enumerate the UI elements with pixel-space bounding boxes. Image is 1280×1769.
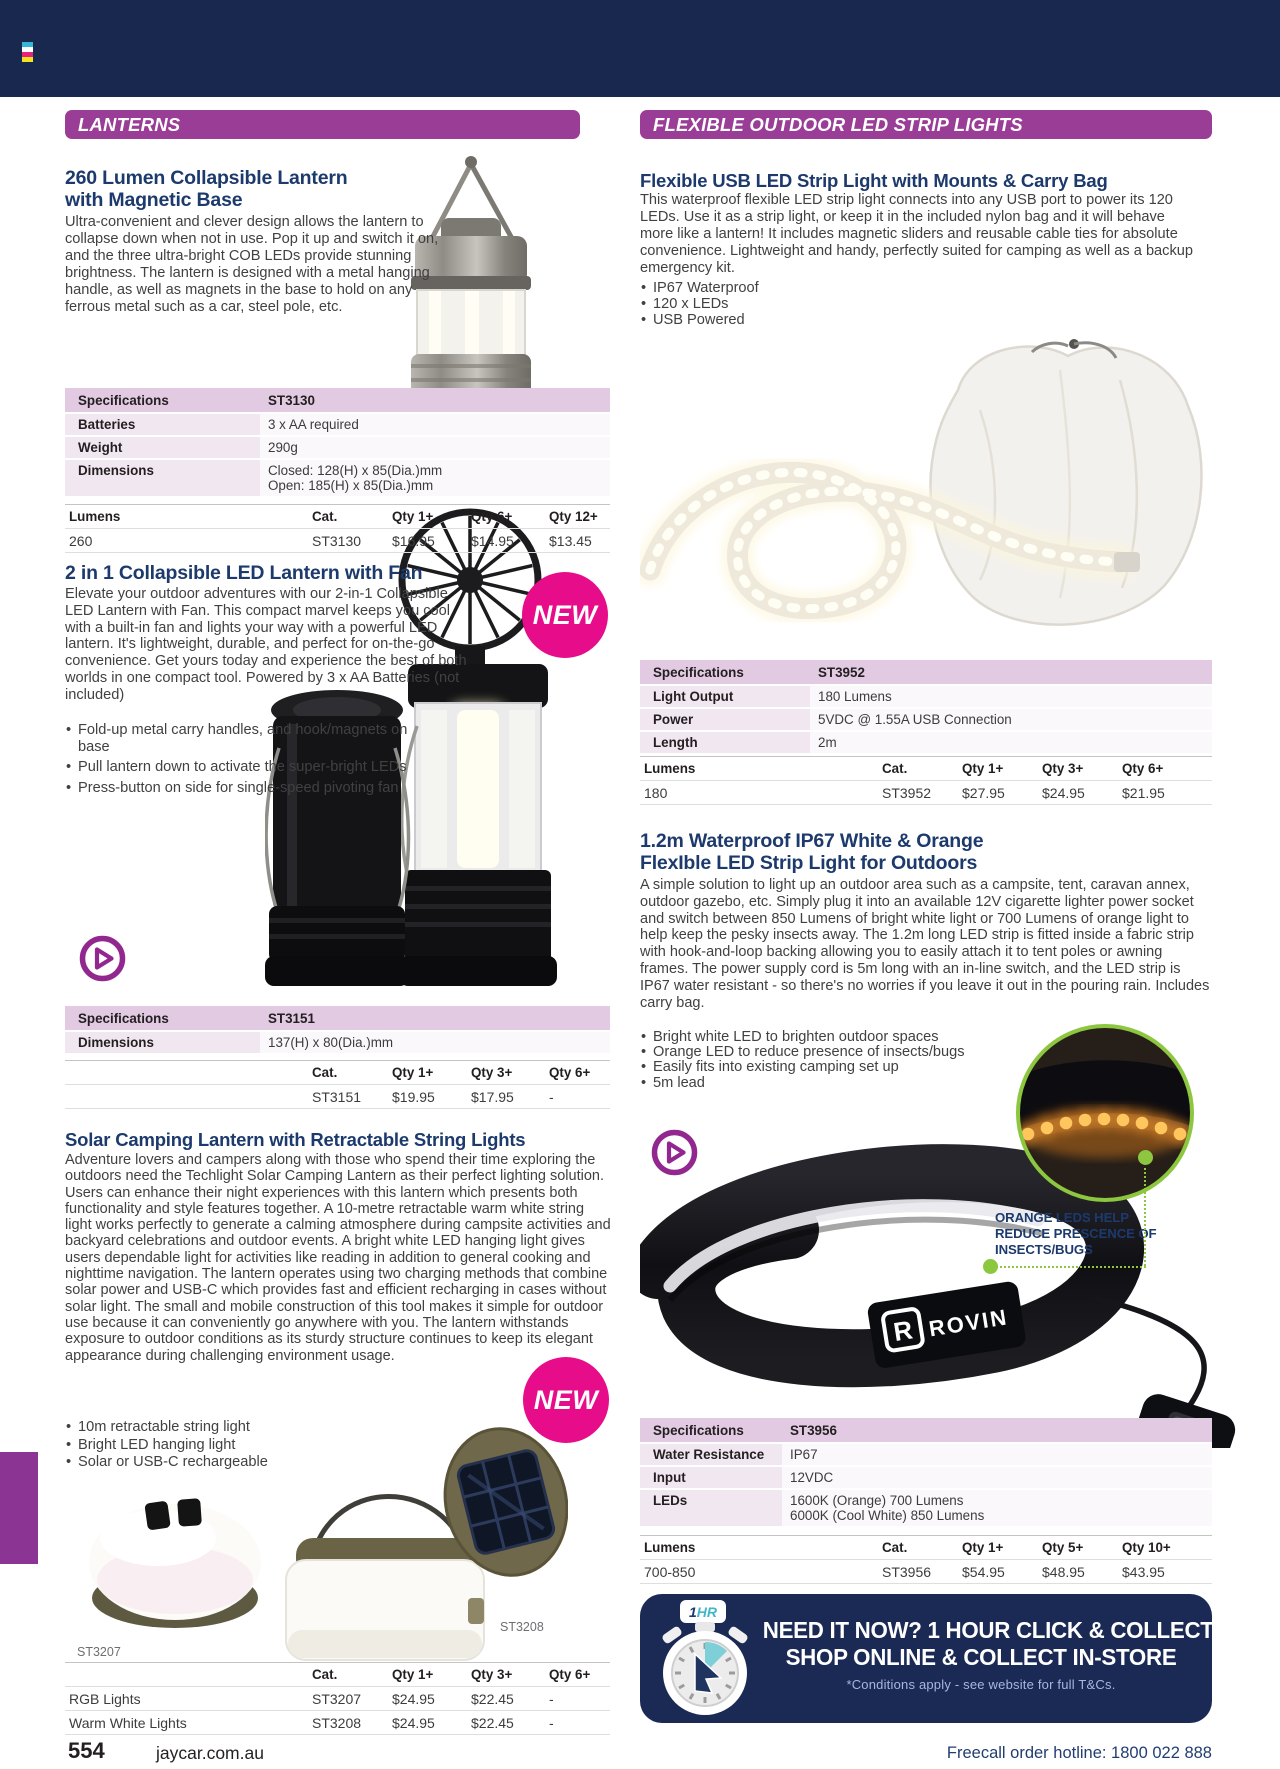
page-edge-section-tab <box>0 1452 38 1564</box>
play-video-icon[interactable] <box>78 934 127 983</box>
product-title-line1: 1.2m Waterproof IP67 White & Orange <box>640 830 984 852</box>
bullet-item <box>640 313 1040 329</box>
product-description-st3956: A simple solution to light up an outdoor area such as a campsite, tent, caravan annex, outdoor gazebo, etc. Simply plug it into an available 12V cigarette lighter power socket and switch between 850 Lumens of bright white light or 700 Lumens of orange light to help keep the pesky insects away. The 1.2m long LED strip is fitted inside a fabric strip with hook-and-loop backing allowing you to easily attach it to tent poles or awning frames. The power supply cord is 5m long with an in-line switch, and the LED strip is IP67 water resistant - so there's no worries if you leave it out in the pouring rain. Includes carry bag. <box>640 877 1210 1011</box>
price-row <box>65 1085 610 1109</box>
price-cell <box>65 1085 308 1109</box>
price-col-header <box>65 1061 308 1085</box>
spec-header-label: Specifications <box>65 1006 260 1031</box>
spec-table-st3956 <box>640 1418 1212 1528</box>
bullet-item <box>65 1437 415 1455</box>
product-title-st3952: Flexible USB LED Strip Light with Mounts & Carry Bag <box>640 170 1108 191</box>
spec-label: Water Resistance <box>640 1443 782 1466</box>
bullet-text: Solar or USB-C rechargeable <box>78 1454 268 1471</box>
spec-label: Power <box>640 708 810 731</box>
price-col-header: Cat. <box>878 1536 958 1560</box>
bullet-item <box>640 1060 975 1075</box>
usb-strip-and-bag-photo <box>640 330 1215 650</box>
spec-value <box>260 459 610 497</box>
price-col-header: Qty 1+ <box>388 505 467 529</box>
price-col-header: Lumens <box>640 757 878 781</box>
photo-label-st3207: ST3207 <box>77 1645 121 1659</box>
price-cell: $21.95 <box>1118 781 1212 805</box>
price-col-header: Qty 12+ <box>545 505 610 529</box>
price-col-header <box>65 1663 308 1687</box>
price-cell: $43.95 <box>1118 1560 1212 1584</box>
bullet-item <box>65 1454 415 1472</box>
price-cell: $19.95 <box>388 1085 467 1109</box>
price-row <box>65 1711 610 1735</box>
price-cell: ST3956 <box>878 1560 958 1584</box>
price-cell: Warm White Lights <box>65 1711 308 1735</box>
bullet-item <box>65 722 417 755</box>
price-col-header: Cat. <box>308 505 388 529</box>
spec-value: 137(H) x 80(Dia.)mm <box>260 1031 610 1054</box>
price-cell: RGB Lights <box>65 1687 308 1711</box>
spec-label: Weight <box>65 436 260 459</box>
spec-value: IP67 <box>782 1443 1212 1466</box>
price-table-st3952 <box>640 756 1212 805</box>
bullet-list-st3952 <box>640 281 1040 328</box>
price-cell: $22.45 <box>467 1711 545 1735</box>
new-badge: NEW <box>523 1357 609 1443</box>
product-title-st3130 <box>65 168 347 211</box>
callout-connector-horizontal <box>992 1266 1146 1268</box>
price-cell: - <box>545 1085 610 1109</box>
bullet-text: Press-button on side for single-speed pivoting fan <box>78 779 399 796</box>
price-cell: - <box>545 1687 610 1711</box>
bullet-text: Bright LED hanging light <box>78 1436 236 1453</box>
price-col-header: Qty 3+ <box>467 1061 545 1085</box>
price-cell: ST3208 <box>308 1711 388 1735</box>
spec-value: 12VDC <box>782 1466 1212 1489</box>
promo-line-2: SHOP ONLINE & COLLECT IN-STORE <box>785 1644 1177 1670</box>
bullet-text: 10m retractable string light <box>78 1419 250 1435</box>
photo-label-st3208: ST3208 <box>500 1620 544 1634</box>
price-col-header: Cat. <box>308 1663 388 1687</box>
spec-label: LEDs <box>640 1489 782 1527</box>
bullet-list-solar-lantern <box>65 1419 415 1472</box>
price-row <box>65 1687 610 1711</box>
spec-value: 3 x AA required <box>260 413 610 436</box>
price-col-header: Qty 6+ <box>1118 757 1212 781</box>
bullet-item <box>640 281 1040 297</box>
one-hour-badge-hr: HR <box>696 1604 718 1620</box>
orange-led-inset-photo <box>1010 1020 1200 1210</box>
page-number: 554 <box>68 1738 105 1763</box>
price-table-st3151 <box>65 1060 610 1109</box>
price-row <box>65 529 610 553</box>
product-title-st3151: 2 in 1 Collapsible LED Lantern with Fan <box>65 562 423 584</box>
spec-header-value: ST3956 <box>782 1418 1212 1443</box>
bullet-text: Pull lantern down to activate the super-bright LEDs <box>78 759 407 775</box>
spec-label: Light Output <box>640 685 810 708</box>
price-cell: $24.95 <box>388 1711 467 1735</box>
product-title-solar-lantern: Solar Camping Lantern with Retractable String Lights <box>65 1129 526 1150</box>
price-col-header: Qty 6+ <box>545 1663 610 1687</box>
spec-value: 180 Lumens <box>810 685 1212 708</box>
price-cell: - <box>545 1711 610 1735</box>
stopwatch-icon <box>650 1598 760 1718</box>
one-hour-badge-number: 1 <box>688 1604 697 1620</box>
price-cell: $24.95 <box>1038 781 1118 805</box>
product-title-line2: FlexIble LED Strip Light for Outdoors <box>640 851 978 874</box>
bullet-text: USB Powered <box>653 311 745 328</box>
price-col-header: Qty 6+ <box>467 505 545 529</box>
price-col-header: Qty 6+ <box>545 1061 610 1085</box>
price-col-header: Cat. <box>878 757 958 781</box>
spec-value: 2m <box>810 731 1212 754</box>
play-video-icon[interactable] <box>650 1128 699 1177</box>
price-col-header: Qty 1+ <box>958 757 1038 781</box>
price-cell: ST3207 <box>308 1687 388 1711</box>
price-col-header: Qty 10+ <box>1118 1536 1212 1560</box>
bullet-text: Easily fits into existing camping set up <box>653 1059 899 1076</box>
spec-label: Input <box>640 1466 782 1489</box>
price-col-header: Lumens <box>640 1536 878 1560</box>
spec-value-line1: 1600K (Orange) 700 Lumens <box>790 1493 964 1508</box>
price-table-st3956 <box>640 1535 1212 1584</box>
price-row <box>640 781 1212 805</box>
price-cell: $17.95 <box>467 1085 545 1109</box>
price-cell: $22.45 <box>467 1687 545 1711</box>
order-hotline: Freecall order hotline: 1800 022 888 <box>946 1744 1212 1762</box>
spec-header-label: Specifications <box>65 388 260 413</box>
price-cell: 260 <box>65 529 308 553</box>
price-cell: $16.95 <box>388 529 467 553</box>
bullet-text: Fold-up metal carry handles, and hook/magnets on base <box>78 722 408 755</box>
price-cell: $27.95 <box>958 781 1038 805</box>
bullet-text: 5m lead <box>653 1074 705 1091</box>
spec-table-st3151 <box>65 1006 610 1055</box>
website-link[interactable]: jaycar.com.au <box>156 1743 264 1763</box>
price-cell: ST3130 <box>308 529 388 553</box>
price-table-st3130 <box>65 504 610 553</box>
price-cell: ST3952 <box>878 781 958 805</box>
new-badge: NEW <box>522 572 608 658</box>
page-header-bar <box>0 0 1280 97</box>
bullet-item <box>640 297 1040 313</box>
price-col-header: Qty 5+ <box>1038 1536 1118 1560</box>
price-cell: ST3151 <box>308 1085 388 1109</box>
print-registration-icon <box>22 42 33 64</box>
bullet-item <box>65 780 417 797</box>
spec-value-line2: Open: 185(H) x 85(Dia.)mm <box>268 478 434 493</box>
price-cell: $13.45 <box>545 529 610 553</box>
spec-header-label: Specifications <box>640 660 810 685</box>
bullet-item <box>640 1076 975 1091</box>
price-col-header: Qty 3+ <box>1038 757 1118 781</box>
promo-conditions: *Conditions apply - see website for full T&Cs. <box>846 1677 1116 1692</box>
bullet-list-st3956 <box>640 1030 975 1091</box>
bullet-item <box>640 1045 975 1060</box>
section-banner-strip-lights: FLEXIBLE OUTDOOR LED STRIP LIGHTS <box>640 110 1212 139</box>
callout-line: INSECTS/BUGS <box>995 1241 1093 1257</box>
price-table-st3207-st3208 <box>65 1662 610 1735</box>
spec-label: Dimensions <box>65 459 260 497</box>
spec-header-value: ST3130 <box>260 388 610 413</box>
price-col-header: Cat. <box>308 1061 388 1085</box>
spec-table-st3952 <box>640 660 1212 755</box>
bullet-list-st3151 <box>65 722 417 796</box>
rovin-logo-text: ROVIN <box>927 1304 1010 1342</box>
svg-text:1HR <box>689 1604 718 1620</box>
rovin-logo-r: R <box>891 1314 915 1348</box>
price-col-header: Lumens <box>65 505 308 529</box>
product-title-line2: with Magnetic Base <box>65 188 243 211</box>
price-col-header: Qty 3+ <box>467 1663 545 1687</box>
section-banner-lanterns: LANTERNS <box>65 110 580 139</box>
bullet-text: IP67 Waterproof <box>653 280 759 296</box>
price-cell: $54.95 <box>958 1560 1038 1584</box>
callout-line: ORANGE LEDS HELP <box>995 1210 1129 1225</box>
callout-connector-vertical <box>1144 1168 1146 1266</box>
callout-line: REDUCE PRESCENCE OF <box>995 1225 1157 1241</box>
spec-value-line1: Closed: 128(H) x 85(Dia.)mm <box>268 463 443 478</box>
price-col-header: Qty 1+ <box>388 1061 467 1085</box>
bullet-item <box>65 759 417 776</box>
bullet-text: 120 x LEDs <box>653 295 729 312</box>
spec-table-st3130 <box>65 388 610 498</box>
spec-value: 290g <box>260 436 610 459</box>
price-cell: 700-850 <box>640 1560 878 1584</box>
spec-label: Dimensions <box>65 1031 260 1054</box>
price-col-header: Qty 1+ <box>958 1536 1038 1560</box>
price-cell: 180 <box>640 781 878 805</box>
price-cell: $48.95 <box>1038 1560 1118 1584</box>
orange-led-callout <box>995 1210 1157 1257</box>
spec-header-label: Specifications <box>640 1418 782 1443</box>
spec-value <box>782 1489 1212 1527</box>
spec-label: Batteries <box>65 413 260 436</box>
bullet-item <box>640 1030 975 1045</box>
product-title-st3956 <box>640 831 983 874</box>
promo-line-1: NEED IT NOW? 1 HOUR CLICK & COLLECT <box>762 1617 1214 1643</box>
price-col-header: Qty 1+ <box>388 1663 467 1687</box>
spec-value: 5VDC @ 1.55A USB Connection <box>810 708 1212 731</box>
bullet-item <box>65 1419 415 1437</box>
spec-header-value: ST3151 <box>260 1006 610 1031</box>
callout-anchor-dot <box>1138 1150 1153 1165</box>
spec-header-value: ST3952 <box>810 660 1212 685</box>
product-description-st3952: This waterproof flexible LED strip light connects into any USB port to power its 120 LEDs. Use it as a strip light, or keep it in the included nylon bag and it will behave more like a lantern! It includes magnetic sliders and reusable cable ties for absolute convenience. Lightweight and handy, perfectly suited for camping as well as a backup emergency kit. <box>640 192 1194 276</box>
price-row <box>640 1560 1212 1584</box>
bullet-text: Orange LED to reduce presence of insects/bugs <box>653 1044 965 1061</box>
product-description-st3151: Elevate your outdoor adventures with our 2-in-1 Collapsible LED Lantern with Fan. This compact marvel keeps you cool with a built-in fan and lights your way with a powerful LED lantern. It's lightweight, durable, and perfect for on-the-go convenience. Get yours today and experience the best of both worlds in one compact tool. Powered by 3 x AA Batteries (not included) <box>65 586 467 703</box>
product-title-line1: 260 Lumen Collapsible Lantern <box>65 167 348 189</box>
spec-value-line2: 6000K (Cool White) 850 Lumens <box>790 1508 985 1523</box>
product-description-st3130: Ultra-convenient and clever design allows the lantern to collapse down when not in use. Pop it up and switch it on, and the three ultra-bright COB LEDs provide stunning brightness. The lantern is designed with a metal hanging handle, as well as magnets in the base to hold on any ferrous metal such as a car, steel pole, etc. <box>65 214 439 315</box>
bullet-text: Bright white LED to brighten outdoor spaces <box>653 1029 939 1045</box>
price-cell: $24.95 <box>388 1687 467 1711</box>
product-description-solar-lantern: Adventure lovers and campers along with those who spend their time exploring the outdoors need the Techlight Solar Camping Lantern as their perfect lighting solution. Users can enhance their night experiences with this lantern which presents both functionality and style features together. A 10-metre retractable warm white string light works perfectly to generate a calming atmosphere during campsite activities and backyard celebrations and outdoor events. A bright white LED hanging light gives users dependable light for activities like reading in addition to general cooking and nighttime navigation. The lantern operates using two charging methods that combine solar power and USB-C which provides fast and efficient recharging in cases without solar light. The small and mobile construction of this tool makes it simple for outdoor use because it can conveniently go anywhere with you. The lantern withstands exposure to outdoor conditions as its sturdy structure continues to keep its elegant appearance during challenging environment usage. <box>65 1152 611 1364</box>
callout-anchor-dot <box>983 1259 998 1274</box>
promo-text-block <box>756 1617 1214 1692</box>
spec-label: Length <box>640 731 810 754</box>
price-cell: $14.95 <box>467 529 545 553</box>
